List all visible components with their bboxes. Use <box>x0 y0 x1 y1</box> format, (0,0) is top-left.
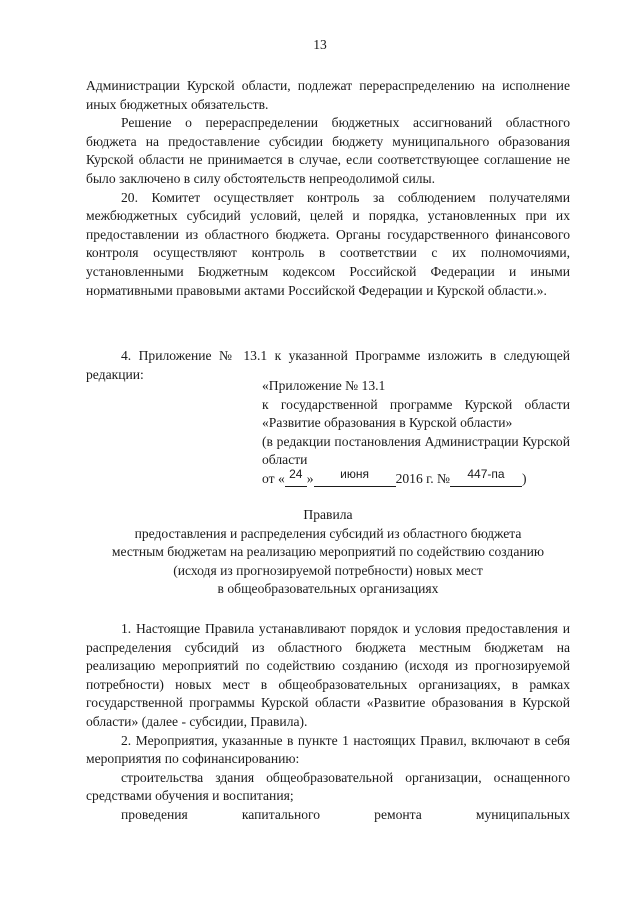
appendix-header <box>262 377 570 489</box>
number-value: 447-па <box>467 466 505 481</box>
paragraph-last-line <box>86 806 570 825</box>
close-paren: ) <box>521 470 527 486</box>
month-value: июня <box>340 466 369 481</box>
day-field <box>285 466 307 487</box>
paragraph: Решение о перераспределении бюджетных ассигнований областного бюджета на предоставление субсидии бюджету муниципального образования Курской области не принимается в случае, если соответствующее соглашение не было заключено в силу обстоятельств непреодолимой силы. <box>86 115 570 186</box>
word: муниципальных <box>475 806 570 822</box>
paragraph: 1. Настоящие Правила устанавливают порядок и условия предоставления и распределения субсидий из областного бюджета местным бюджетам на реализацию мероприятий по содействию созданию (исходя из прогнозируемой потребности) новых мест в общеобразовательных организациях, в рамках государственной программы Курской области «Развитие образования в Курской области» (далее - субсидии, Правила). <box>86 621 570 729</box>
paragraph: 20. Комитет осуществляет контроль за соблюдением получателями межбюджетных субсидий условий, целей и порядка, установленных при их предоставлении из областного бюджета. Органы государственного финансового контроля осуществляют контроль в соответствии с их полномочиями, установленными Бюджетным кодексом Российской Федерации и иными нормативными правовыми актами Российской Федерации и Курской области.». <box>86 189 570 298</box>
day-close: » <box>306 470 314 486</box>
rules-title <box>86 506 570 599</box>
title-line: (исходя из прогнозируемой потребности) новых мест <box>173 562 483 578</box>
title-heading: Правила <box>303 507 353 522</box>
word: капитального <box>241 806 321 822</box>
word: ремонта <box>374 806 422 822</box>
paragraph: 2. Мероприятия, указанные в пункте 1 настоящих Правил, включают в себя мероприятия по софинансированию: <box>86 732 570 767</box>
text-block-top <box>86 77 570 300</box>
paragraph-item4: 4. Приложение № 13.1 к указанной Программе изложить в следующей редакции: <box>86 348 570 382</box>
title-line: в общеобразовательных организациях <box>217 581 439 597</box>
paragraph: строительства здания общеобразовательной организации, оснащенного средствами обучения и воспитания; <box>86 769 570 804</box>
year-text: 2016 г. № <box>395 470 450 486</box>
number-field <box>450 466 522 487</box>
title-line: местным бюджетам на реализацию мероприятий по содействию созданию <box>111 544 545 560</box>
appendix-line: (в редакции постановления Администрации Курской области <box>262 433 570 468</box>
word: проведения <box>121 806 188 822</box>
date-prefix: от « <box>262 470 285 486</box>
month-field <box>314 466 396 487</box>
paragraph: Администрации Курской области, подлежат перераспределению на исполнение иных бюджетных обязательств. <box>86 78 570 112</box>
appendix-line: «Приложение № 13.1 <box>262 378 386 393</box>
page-number: 13 <box>313 37 327 52</box>
appendix-date-line <box>262 466 570 489</box>
appendix-line: к государственной программе Курской области «Развитие образования в Курской области» <box>262 396 570 431</box>
day-value: 24 <box>289 466 303 481</box>
text-block-bottom <box>86 620 570 825</box>
title-line: предоставления и распределения субсидий из областного бюджета <box>134 525 522 541</box>
